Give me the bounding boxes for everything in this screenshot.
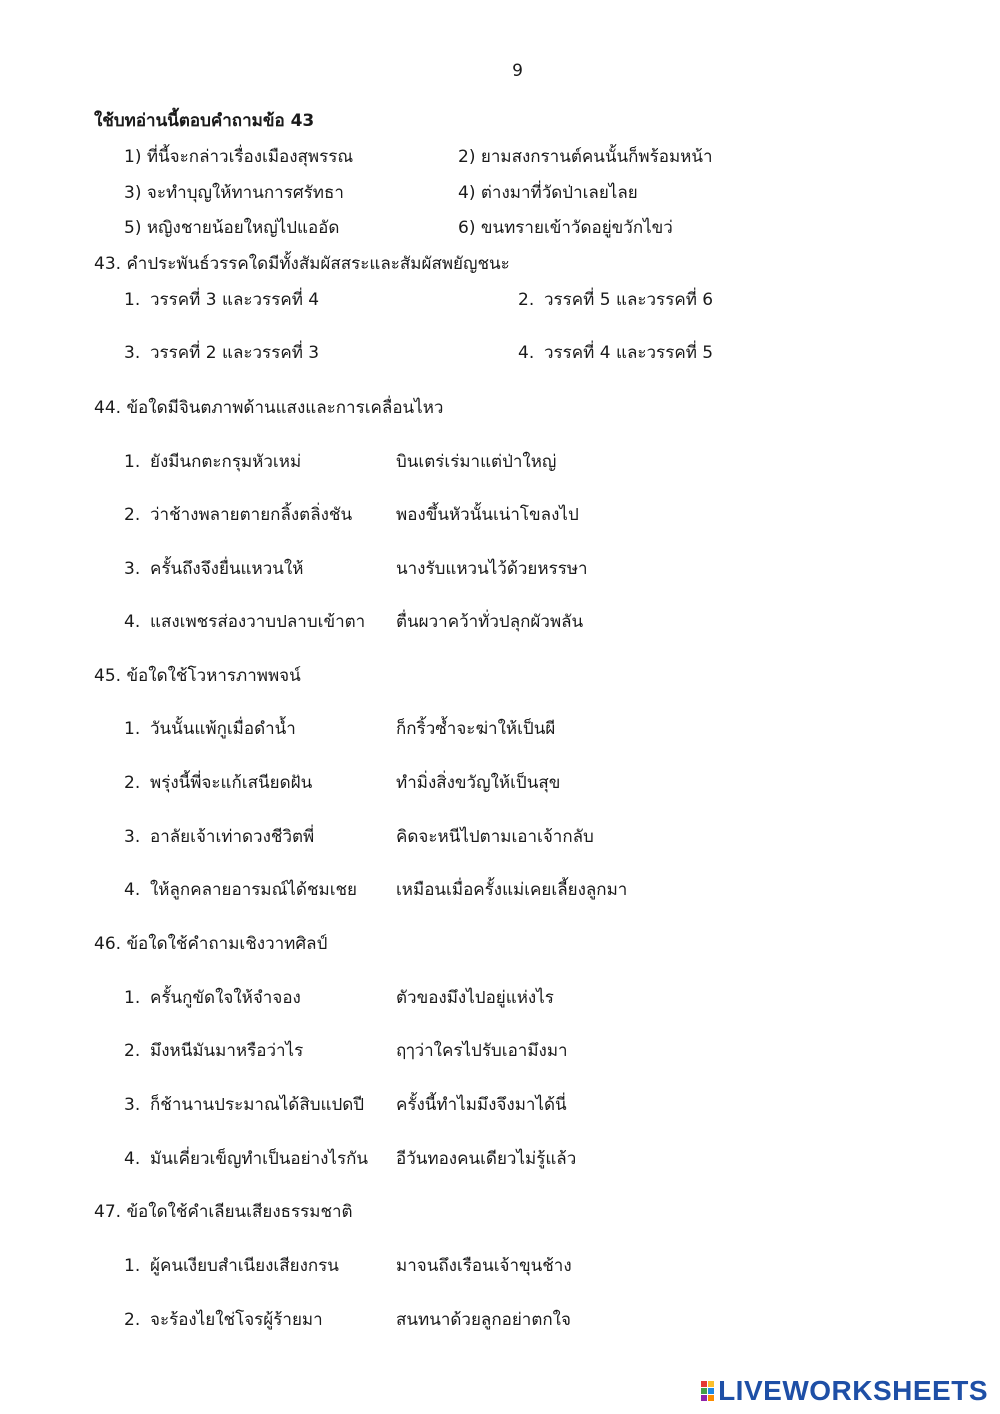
liveworksheets-logo[interactable]	[701, 1376, 988, 1406]
question-43-title: 43. คำประพันธ์วรรคใดมีทั้งสัมผัสสระและสัมผัสพยัญชนะ	[94, 254, 510, 274]
question-46-title: 46. ข้อใดใช้คำถามเชิงวาทศิลป์	[94, 934, 328, 954]
question-44-title: 44. ข้อใดมีจินตภาพด้านแสงและการเคลื่อนไหว	[94, 398, 444, 418]
logo-square	[708, 1388, 714, 1394]
liveworksheets-logo-icon	[701, 1381, 714, 1401]
logo-square	[708, 1381, 714, 1387]
option-number: 2.	[124, 505, 141, 525]
option-number: 1.	[124, 719, 141, 739]
option-verse-a[interactable]: วันนั้นแพ้กูเมื่อดำน้ำ	[150, 719, 296, 739]
option-verse-a[interactable]: พรุ่งนี้พี่จะแก้เสนียดฝัน	[150, 773, 313, 793]
option-text[interactable]: วรรคที่ 3 และวรรคที่ 4	[150, 290, 320, 310]
passage-line: 1) ที่นี้จะกล่าวเรื่องเมืองสุพรรณ	[124, 147, 354, 167]
option-verse-a[interactable]: ก็ช้านานประมาณได้สิบแปดปี	[150, 1095, 365, 1115]
passage-line: 4) ต่างมาที่วัดป่าเลยไลย	[458, 183, 638, 203]
logo-square	[701, 1381, 707, 1387]
option-number: 2.	[518, 290, 535, 310]
option-verse-b[interactable]: มาจนถึงเรือนเจ้าขุนช้าง	[396, 1256, 572, 1276]
option-verse-a[interactable]: แสงเพชรส่องวาบปลาบเข้าตา	[150, 612, 366, 632]
passage-line: 3) จะทำบุญให้ทานการศรัทธา	[124, 183, 344, 203]
option-verse-b[interactable]: พองขึ้นหัวนั้นเน่าโขลงไป	[396, 505, 579, 525]
option-verse-a[interactable]: มันเคี่ยวเข็ญทำเป็นอย่างไรกัน	[150, 1149, 369, 1169]
option-number: 3.	[124, 343, 141, 363]
passage-heading: ใช้บทอ่านนี้ตอบคำถามข้อ 43	[94, 111, 315, 131]
passage-line: 2) ยามสงกรานต์คนนั้นก็พร้อมหน้า	[458, 147, 713, 167]
option-verse-b[interactable]: ครั้งนี้ทำไมมึงจึงมาได้นี่	[396, 1095, 567, 1115]
logo-square	[701, 1395, 707, 1401]
passage-line: 6) ขนทรายเข้าวัดอยู่ขวักไขว่	[458, 218, 673, 238]
option-number: 4.	[518, 343, 535, 363]
option-number: 3.	[124, 1095, 141, 1115]
logo-text: LIVEWORKSHEETS	[718, 1375, 988, 1406]
option-verse-b[interactable]: ตัวของมึงไปอยู่แห่งไร	[396, 988, 554, 1008]
option-number: 4.	[124, 612, 141, 632]
option-verse-a[interactable]: ผู้คนเงียบสำเนียงเสียงกรน	[150, 1256, 339, 1276]
option-verse-a[interactable]: ยังมีนกตะกรุมหัวเหม่	[150, 452, 302, 472]
option-verse-b[interactable]: นางรับแหวนไว้ด้วยหรรษา	[396, 559, 588, 579]
option-number: 4.	[124, 880, 141, 900]
option-text[interactable]: วรรคที่ 4 และวรรคที่ 5	[544, 343, 714, 363]
logo-square	[708, 1395, 714, 1401]
question-47-title: 47. ข้อใดใช้คำเลียนเสียงธรรมชาติ	[94, 1202, 353, 1222]
option-number: 2.	[124, 1041, 141, 1061]
option-number: 2.	[124, 1310, 141, 1330]
option-verse-a[interactable]: มึงหนีมันมาหรือว่าไร	[150, 1041, 304, 1061]
option-text[interactable]: วรรคที่ 2 และวรรคที่ 3	[150, 343, 320, 363]
option-verse-a[interactable]: อาลัยเจ้าเท่าดวงชีวิตพี่	[150, 827, 315, 847]
option-verse-b[interactable]: บินเตร่เร่มาแต่ป่าใหญ่	[396, 452, 557, 472]
option-verse-b[interactable]: ทำมิ่งสิ่งขวัญให้เป็นสุข	[396, 773, 561, 793]
option-text[interactable]: วรรคที่ 5 และวรรคที่ 6	[544, 290, 714, 310]
option-number: 3.	[124, 827, 141, 847]
option-verse-a[interactable]: ว่าช้างพลายตายกลิ้งตลิ่งชัน	[150, 505, 353, 525]
logo-square	[701, 1388, 707, 1394]
option-number: 1.	[124, 290, 141, 310]
option-verse-b[interactable]: คิดจะหนีไปตามเอาเจ้ากลับ	[396, 827, 594, 847]
option-verse-a[interactable]: จะร้องไยใช่โจรผู้ร้ายมา	[150, 1310, 323, 1330]
option-verse-b[interactable]: อีวันทองคนเดียวไม่รู้แล้ว	[396, 1149, 577, 1169]
option-verse-a[interactable]: ครั้นถึงจึงยื่นแหวนให้	[150, 559, 304, 579]
option-verse-b[interactable]: ตื่นผวาคว้าทั่วปลุกผัวพลัน	[396, 612, 584, 632]
option-verse-b[interactable]: ฤๅว่าใครไปรับเอามึงมา	[396, 1041, 568, 1061]
option-verse-b[interactable]: เหมือนเมื่อครั้งแม่เคยเลี้ยงลูกมา	[396, 880, 628, 900]
option-verse-b[interactable]: สนทนาด้วยลูกอย่าตกใจ	[396, 1310, 571, 1330]
option-number: 3.	[124, 559, 141, 579]
question-45-title: 45. ข้อใดใช้โวหารภาพพจน์	[94, 666, 301, 686]
option-number: 2.	[124, 773, 141, 793]
option-number: 1.	[124, 988, 141, 1008]
option-verse-a[interactable]: ให้ลูกคลายอารมณ์ได้ชมเชย	[150, 880, 358, 900]
option-verse-a[interactable]: ครั้นกูขัดใจให้จำจอง	[150, 988, 301, 1008]
option-verse-b[interactable]: ก็กริ้วซ้ำจะฆ่าให้เป็นผี	[396, 719, 556, 739]
option-number: 1.	[124, 1256, 141, 1276]
option-number: 1.	[124, 452, 141, 472]
option-number: 4.	[124, 1149, 141, 1169]
passage-line: 5) หญิงชายน้อยใหญ่ไปแออัด	[124, 218, 340, 238]
page-number: 9	[512, 61, 523, 81]
